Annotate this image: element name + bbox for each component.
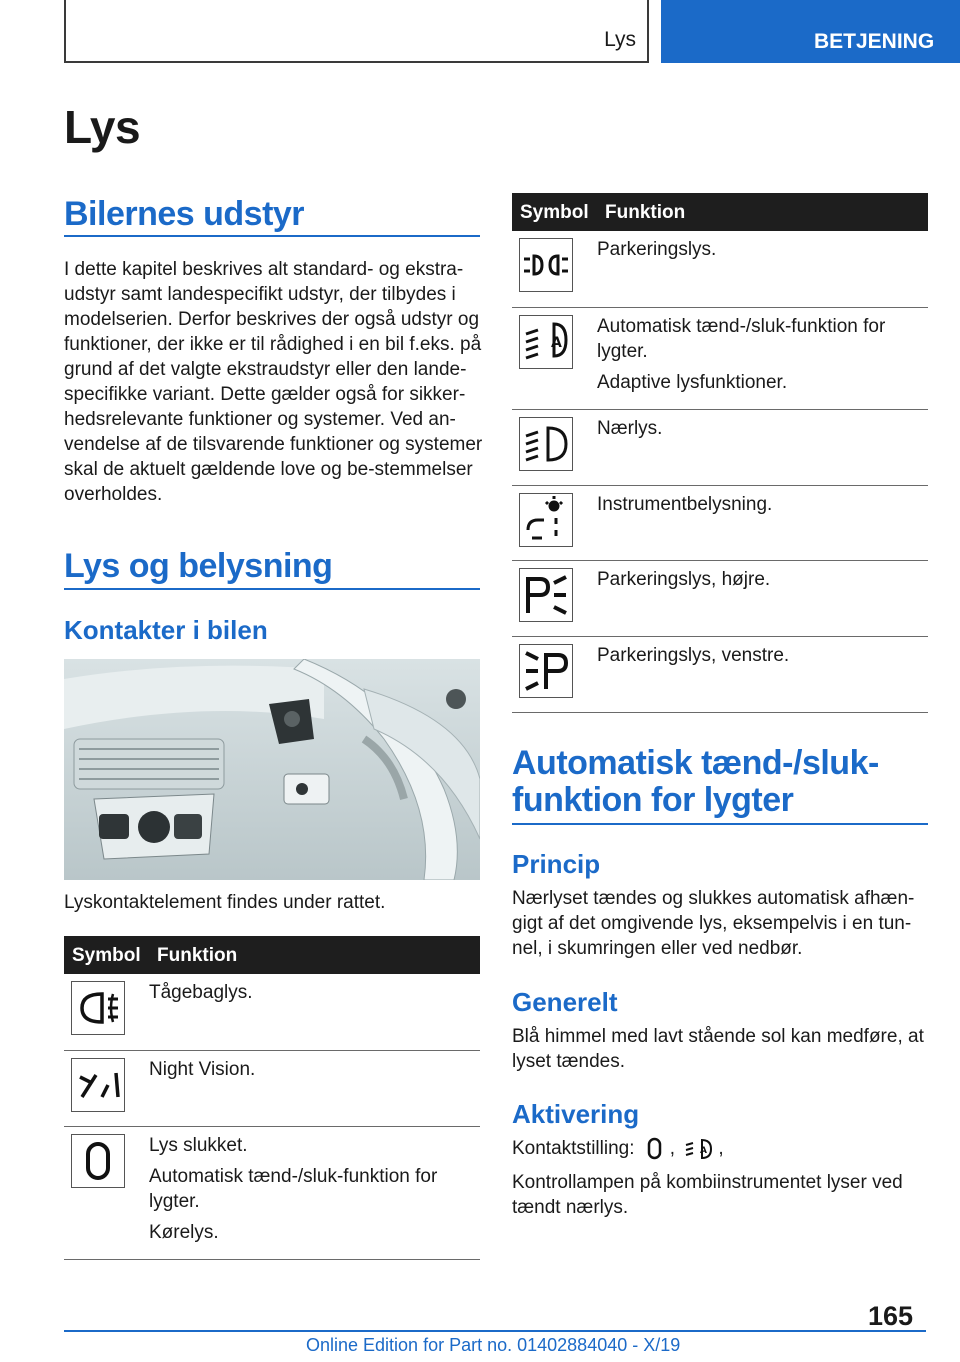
function-text: Nærlys. — [597, 417, 663, 439]
table-row — [512, 231, 928, 307]
activation-separator: , — [669, 1138, 676, 1160]
column-header-symbol: Symbol — [512, 193, 597, 231]
fog-light-icon — [71, 981, 125, 1035]
subheading-general: Generelt — [512, 987, 618, 1017]
low-beam-icon — [519, 417, 573, 471]
header-section: Lys — [604, 28, 636, 51]
table-row — [64, 1126, 480, 1259]
column-header-symbol: Symbol — [64, 936, 149, 974]
function-text: Automatisk tænd-/sluk-funktion for lygter. — [597, 315, 886, 362]
page-number: 165 — [868, 1301, 914, 1331]
svg-text:A: A — [700, 1146, 708, 1156]
lights-off-icon — [644, 1136, 666, 1162]
page-title: Lys — [64, 101, 141, 153]
activation-tail: , — [718, 1138, 724, 1160]
symbol-table-left — [64, 936, 480, 1260]
table-row — [512, 560, 928, 636]
function-text: Adaptive lysfunktioner. — [597, 371, 788, 393]
section-heading-auto-function: Automatisk tænd-/sluk-funktion for lygter — [512, 745, 928, 825]
table-row — [64, 1050, 480, 1126]
function-text: Night Vision. — [149, 1058, 256, 1080]
table-row — [512, 409, 928, 485]
light-switch-photo — [64, 659, 480, 880]
column-header-function: Funktion — [149, 936, 480, 974]
auto-headlight-icon — [519, 315, 573, 369]
activation-label: Kontaktstilling: — [512, 1138, 635, 1160]
table-row — [512, 485, 928, 560]
table-row — [64, 974, 480, 1050]
function-text: Lys slukket. — [149, 1134, 248, 1156]
photo-caption: Lyskontaktelement findes under rattet. — [64, 892, 386, 913]
parking-light-left-icon — [519, 644, 573, 698]
function-text: Kørelys. — [149, 1221, 219, 1243]
svg-text:A: A — [551, 334, 562, 351]
general-paragraph: Blå himmel med lavt stående sol kan medføre, at lyset tændes. — [512, 1026, 924, 1072]
table-row — [512, 307, 928, 409]
subheading-switches: Kontakter i bilen — [64, 615, 268, 645]
section-heading-equipment: Bilernes udstyr — [64, 196, 480, 237]
night-vision-icon — [71, 1058, 125, 1112]
footer-divider — [64, 1330, 926, 1332]
instrument-lighting-icon — [519, 493, 573, 547]
parking-light-right-icon — [519, 568, 573, 622]
function-text: Tågebaglys. — [149, 982, 253, 1003]
activation-paragraph: Kontrollampen på kombiinstrumentet lyser ved tændt nærlys. — [512, 1172, 903, 1218]
activation-line — [512, 1136, 932, 1162]
subheading-principle: Princip — [512, 849, 601, 879]
column-header-function: Funktion — [597, 193, 928, 231]
function-text: Parkeringslys, venstre. — [597, 644, 790, 666]
lights-off-icon — [71, 1134, 125, 1188]
section-heading-lights: Lys og belysning — [64, 548, 480, 590]
subheading-activation: Aktivering — [512, 1099, 640, 1129]
header-chapter-tab[interactable]: BETJENING — [661, 0, 960, 63]
equipment-paragraph: I dette kapitel beskrives alt standard- og ekstra-udstyr samt landespecifikt udstyr, der tilbydes i modelserien. Derfor beskrives der også udstyr og funktioner, der ikke er til rådighed i en bil f.eks. på grund af det valgte ekstraudstyr eller den lande-specifikke variant. Dette gælder også for sikker-hedsrelevante funktioner og systemer. Ved an-vendelse af de tilsvarende funktioner og systemer skal de aktuelt gældende love og be-stemmelser overholdes. — [64, 259, 483, 505]
footer-edition: Online Edition for Part no. 01402884040 - X/19 — [306, 1335, 681, 1355]
function-text: Parkeringslys, højre. — [597, 568, 771, 590]
function-text: Automatisk tænd-/sluk-funktion for lygter. — [149, 1165, 438, 1212]
function-text: Instrumentbelysning. — [597, 493, 773, 515]
auto-headlight-icon — [684, 1136, 714, 1162]
table-row — [512, 636, 928, 712]
principle-paragraph: Nærlyset tændes og slukkes automatisk afhæn-gigt af det omgivende lys, eksempelvis i en tun-nel, i skumringen eller ved nedbør. — [512, 888, 915, 959]
symbol-table-right — [512, 193, 928, 713]
parking-lights-icon — [519, 238, 573, 292]
function-text: Parkeringslys. — [597, 239, 717, 260]
